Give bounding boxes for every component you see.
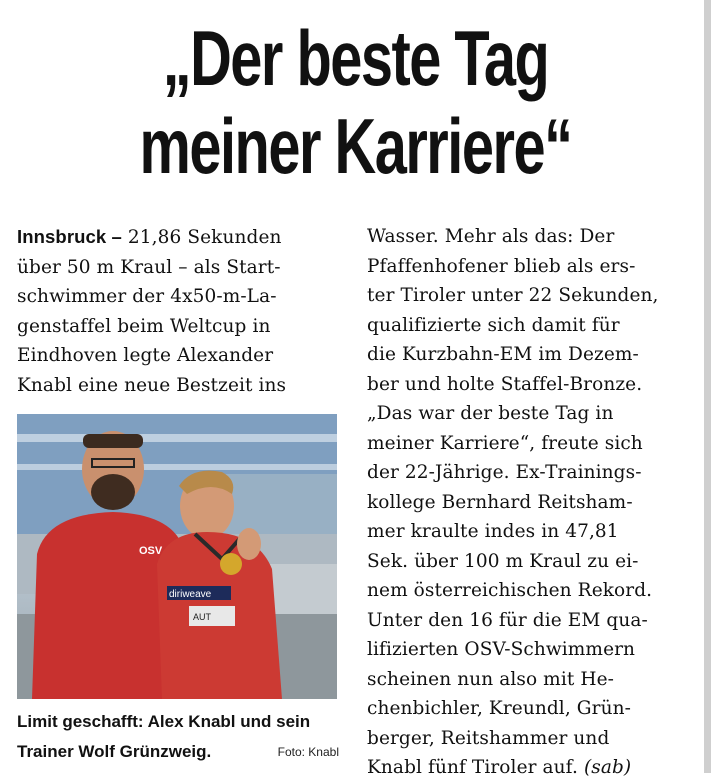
dateline: Innsbruck – <box>17 226 122 247</box>
body-line: kollege Bernhard Reitsham- <box>367 491 633 513</box>
body-line: Sek. über 100 m Kraul zu ei- <box>367 550 639 572</box>
body-line: nem österreichischen Rekord. <box>367 580 653 601</box>
shirt-logo: OSV <box>139 545 163 557</box>
article-column-left <box>17 222 339 400</box>
caption-line-1: Limit geschafft: Alex Knabl und sein <box>17 712 311 731</box>
body-line: Wasser. Mehr als das: Der <box>367 226 615 247</box>
body-line-text: Knabl fünf Tiroler auf. <box>367 757 584 778</box>
article-column-right <box>367 222 689 783</box>
body-line: lifizierten OSV-Schwimmern <box>367 639 636 660</box>
author-initials: (sab) <box>583 757 632 778</box>
page-edge <box>704 0 711 773</box>
body-line: Knabl eine neue Bestzeit ins <box>17 374 287 396</box>
body-line: qualifizierte sich damit für <box>367 314 620 336</box>
body-line: Unter den 16 für die EM qua- <box>367 609 648 631</box>
photo-credit: Foto: Knabl <box>277 745 339 759</box>
medal <box>220 553 242 575</box>
body-line: über 50 m Kraul – als Start- <box>17 256 281 278</box>
body-line: schwimmer der 4x50-m-La- <box>17 286 277 307</box>
body-line: „Das war der beste Tag in <box>367 403 614 424</box>
caption-line-2: Trainer Wolf Grünzweig. <box>17 742 212 761</box>
body-line: genstaffel beim Weltcup in <box>17 315 271 337</box>
body-line: berger, Reitshammer und <box>367 727 610 749</box>
photo-swimmer-and-coach <box>17 414 337 699</box>
body-line: chenbichler, Kreundl, Grün- <box>367 698 631 719</box>
headline <box>92 14 618 190</box>
body-line: Eindhoven legte Alexander <box>17 345 274 366</box>
photo-caption <box>17 707 339 767</box>
body-line-last <box>367 753 689 783</box>
body-line: mer kraulte indes in 47,81 <box>367 521 619 542</box>
body-line: ber und holte Staffel-Bronze. <box>367 373 643 395</box>
body-line: die Kurzbahn-EM im Dezem- <box>367 344 639 365</box>
shirt-bib: AUT <box>193 612 211 622</box>
body-line: scheinen nun also mit He- <box>367 668 614 690</box>
body-line: Pfaffenhofener blieb als ers- <box>367 255 636 277</box>
headline-line-1: „Der beste Tag <box>162 14 549 102</box>
body-line: meiner Karriere“, freute sich <box>367 432 643 454</box>
headline-line-2: meiner Karriere“ <box>139 102 572 190</box>
body-line <box>17 222 339 253</box>
body-line-text: 21,86 Sekunden <box>121 227 282 248</box>
body-line: der 22-Jährige. Ex-Trainings- <box>367 462 642 483</box>
body-line: ter Tiroler unter 22 Sekunden, <box>367 285 659 306</box>
shirt-banner: diriweave <box>169 589 212 600</box>
article-photo <box>17 414 337 699</box>
